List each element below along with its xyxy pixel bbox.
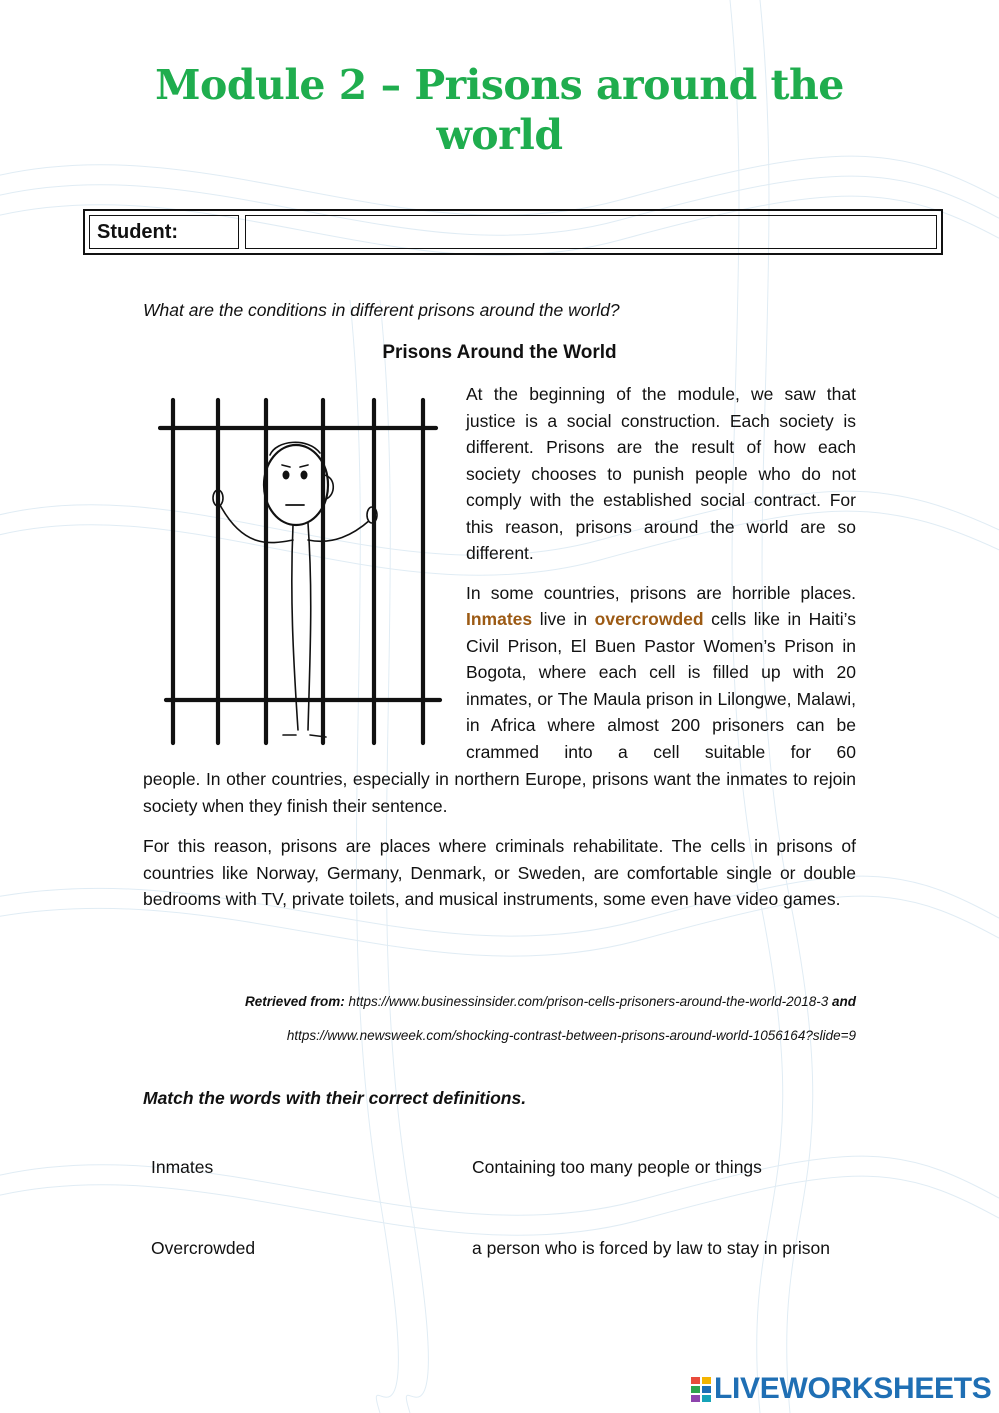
liveworksheets-logo-icon: [690, 1375, 712, 1403]
student-row: [83, 209, 943, 255]
liveworksheets-logo: [690, 1371, 992, 1407]
source-label: Retrieved from:: [244, 994, 345, 1009]
logo-text: LIVEWORKSHEETS: [714, 1372, 992, 1405]
match-definition-1[interactable]: Containing too many people or things: [472, 1157, 762, 1177]
p2-rest: cells like in Haiti’s Civil Prison, El Buen Pastor Women’s Prison in Bogota, where each cell is filled up with 20 inmates, or The Maula prison in Lilongwe, Malawi, in Africa where almost 200 prisoners can be crammed into a cell suitable for 60: [466, 609, 856, 762]
article-column-text: [466, 381, 856, 765]
match-word-inmates[interactable]: Inmates: [151, 1157, 214, 1177]
paragraph-1: At the beginning of the module, we saw that justice is a social construction. Each society is different. Prisons are the result of how each society chooses to punish people who do not comply with the established social contract. For this reason, prisons around the world are so different.: [466, 384, 856, 563]
match-word-overcrowded[interactable]: Overcrowded: [151, 1238, 256, 1258]
page-title: [0, 60, 999, 160]
p2-lead: In some countries, prisons are horrible places.: [466, 582, 856, 603]
keyword-inmates: Inmates: [466, 609, 533, 629]
source-url-1[interactable]: https://www.businessinsider.com/prison-cells-prisoners-around-the-world-2018-3: [348, 994, 829, 1009]
paragraph-3: For this reason, prisons are places where criminals rehabilitate. The cells in prisons of countries like Norway, Germany, Denmark, or Sweden, are comfortable single or double bedrooms with TV, private toilets, and musical instruments, some even have video games.: [143, 836, 856, 909]
paragraph-2-continued-text: people. In other countries, especially in northern Europe, prisons want the inmates to rejoin society when they finish their sentence.: [143, 769, 856, 816]
title-line-2: world: [436, 111, 563, 159]
prisoner-behind-bars-illustration: [158, 395, 443, 750]
keyword-overcrowded: overcrowded: [594, 609, 704, 629]
paragraph-3-block: [143, 833, 856, 913]
article-heading: Prisons Around the World: [382, 342, 617, 363]
source-citation: [143, 985, 856, 1053]
student-label: Student:: [89, 215, 239, 249]
p2-mid: live in: [539, 609, 588, 629]
student-name-field[interactable]: [245, 215, 937, 249]
paragraph-2: [466, 580, 856, 766]
guiding-question: What are the conditions in different prisons around the world?: [143, 300, 620, 320]
source-joiner: and: [831, 994, 856, 1009]
source-url-2[interactable]: https://www.newsweek.com/shocking-contrast-between-prisons-around-world-1056164?slide=9: [286, 1028, 856, 1043]
match-definition-2[interactable]: a person who is forced by law to stay in prison: [472, 1238, 830, 1258]
paragraph-2-continued: [143, 766, 856, 819]
title-line-1: Module 2 – Prisons around the: [155, 61, 844, 109]
exercise-instruction: Match the words with their correct definitions.: [143, 1088, 527, 1108]
